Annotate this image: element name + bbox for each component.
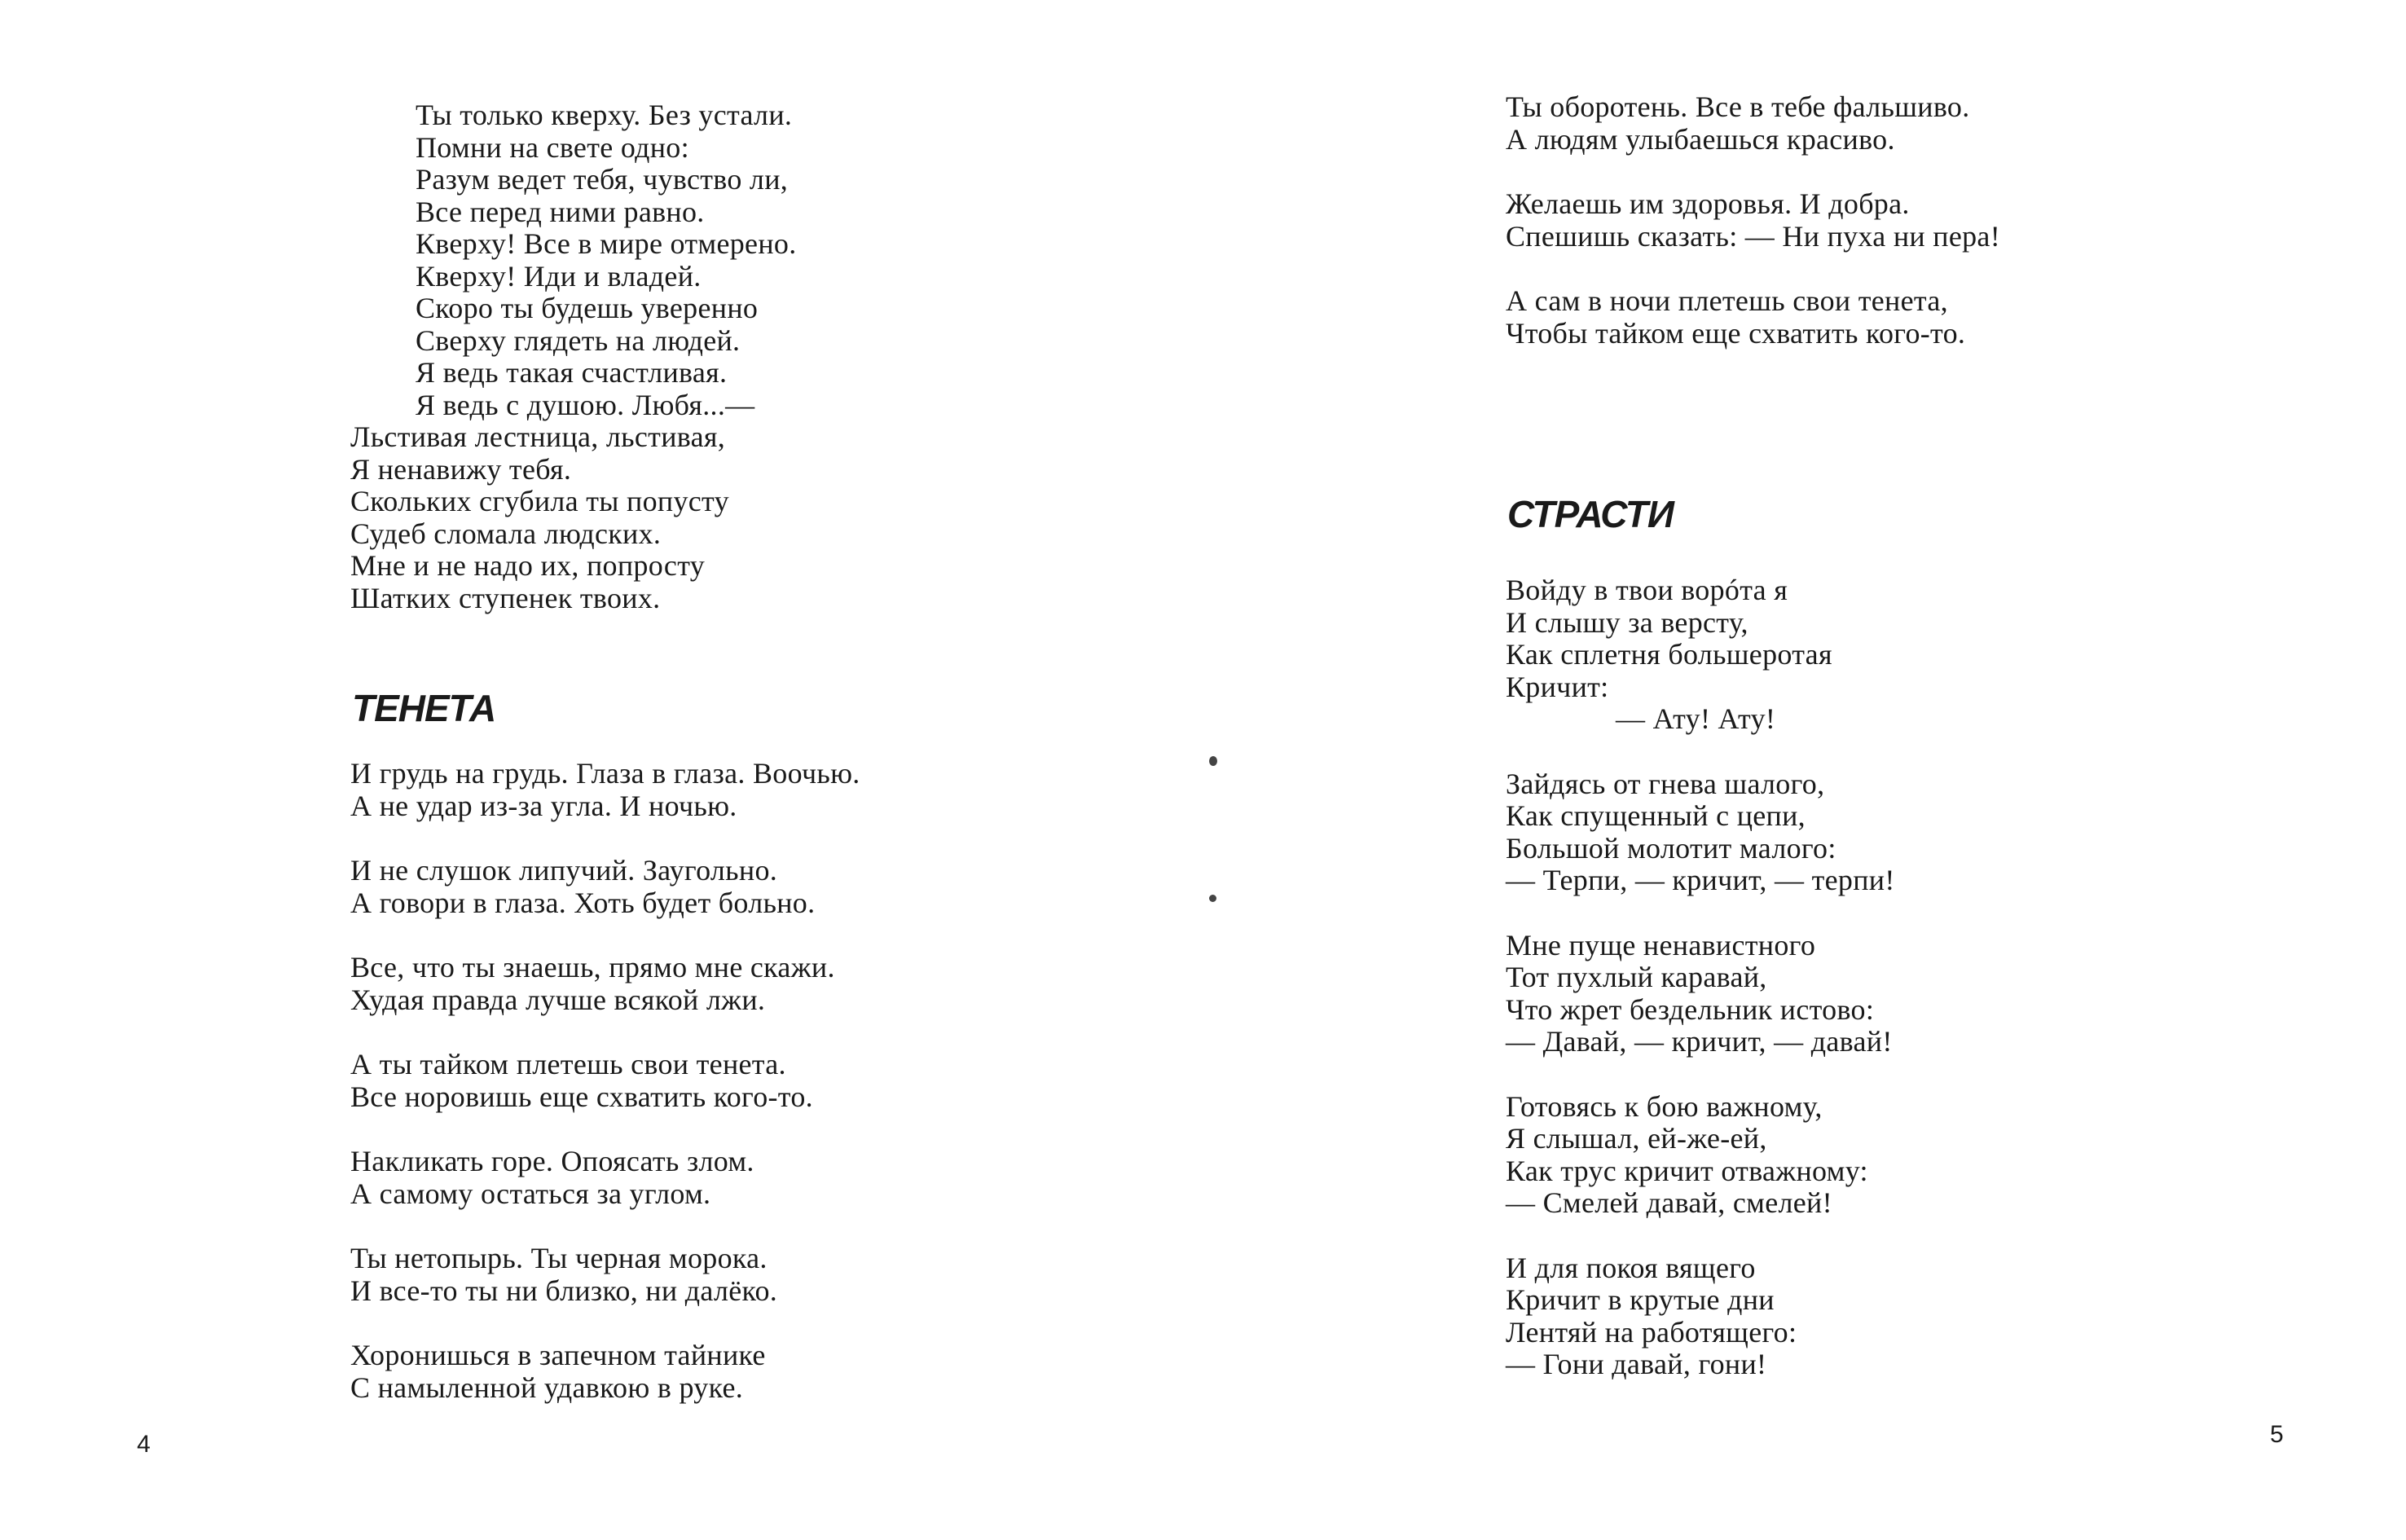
verse-line: Войду в твои ворóта я — [1506, 574, 1788, 606]
verse-line: Все, что ты знаешь, прямо мне скажи. — [350, 951, 835, 983]
verse-line: Я ведь с душою. Любя...— — [416, 388, 755, 421]
verse-line: Как спущенный с цепи, — [1506, 799, 1806, 832]
verse-line: Спешишь сказать: — Ни пуха ни пера! — [1506, 219, 2000, 253]
verse-line: А сам в ночи плетешь свои тенета, — [1506, 284, 1948, 317]
verse-line: А говори в глаза. Хоть будет больно. — [350, 886, 816, 919]
right-page — [1203, 0, 2406, 1540]
verse-line: Желаешь им здоровья. И добра. — [1506, 187, 1910, 220]
verse-line: Как сплетня большеротая — [1506, 638, 1832, 671]
verse-line: Мне и не надо их, попросту — [350, 549, 706, 582]
verse-line: И для покоя вящего — [1506, 1251, 1756, 1284]
verse-line: Что жрет бездельник истово: — [1506, 992, 1875, 1026]
verse-line: Лентяй на работящего: — [1506, 1315, 1797, 1349]
verse-line: А самому остаться за углом. — [350, 1177, 711, 1210]
verse-line: Ты нетопырь. Ты черная морока. — [350, 1242, 768, 1274]
verse-line: Все норовишь еще схватить кого-то. — [350, 1080, 813, 1113]
verse-line: И все-то ты ни близко, ни далёко. — [350, 1274, 778, 1307]
verse-line: — Терпи, — кричит, — терпи! — [1506, 864, 1895, 896]
verse-line: Помни на свете одно: — [416, 130, 689, 164]
verse-line: Разум ведет тебя, чувство ли, — [416, 163, 789, 196]
verse-line: Готовясь к бою важному, — [1506, 1089, 1823, 1123]
verse-line: А ты тайком плетешь свои тенета. — [350, 1048, 786, 1080]
verse-line: Хоронишься в запечном тайнике — [350, 1339, 766, 1371]
verse-line: И не слушок липучий. Заугольно. — [350, 854, 778, 887]
verse-line: Я ведь такая счастливая. — [416, 356, 728, 389]
verse-line: Зайдясь от гнева шалого, — [1506, 767, 1825, 800]
poem-title-teneta: ТЕНЕТА — [352, 687, 496, 729]
verse-line-dialog: — Ату! Ату! — [1616, 702, 1776, 735]
verse-line: Накликать горе. Опоясать злом. — [350, 1145, 754, 1177]
page-number-left: 4 — [137, 1431, 151, 1458]
verse-line: Тот пухлый каравай, — [1506, 961, 1767, 993]
verse-line: Льстивая лестница, льстивая, — [350, 420, 726, 453]
poem-teneta-body — [350, 758, 860, 1404]
verse-line: — Давай, — кричит, — давай! — [1506, 1025, 1893, 1058]
verse-line: Я слышал, ей-же-ей, — [1506, 1122, 1767, 1155]
verse-line: Скольких сгубила ты попусту — [350, 485, 729, 517]
poem-strasti-body — [1506, 574, 1895, 1381]
verse-line: Кричит в крутые дни — [1506, 1283, 1775, 1316]
verse-line: Мне пуще ненавистного — [1506, 928, 1816, 961]
verse-line: Все перед ними равно. — [416, 195, 705, 228]
verse-line: Кверху! Иди и владей. — [416, 259, 702, 293]
verse-line: И грудь на грудь. Глаза в глаза. Воочью. — [350, 757, 860, 790]
verse-line: Ты только кверху. Без устали. — [416, 99, 793, 131]
verse-line: Шатких ступенек твоих. — [350, 581, 661, 614]
verse-line: Ты оборотень. Все в тебе фальшиво. — [1506, 90, 1970, 123]
verse-line: Скоро ты будешь уверенно — [416, 292, 759, 324]
page-number-right: 5 — [2270, 1421, 2284, 1448]
poem-title-strasti: СТРАСТИ — [1507, 493, 1674, 535]
verse-line: Судеб сломала людских. — [350, 517, 662, 550]
verse-line: И слышу за версту, — [1506, 605, 1748, 639]
continued-stanza — [416, 99, 797, 421]
verse-line: Кверху! Все в мире отмерено. — [416, 227, 797, 260]
verse-line: Кричит: — [1506, 670, 1609, 703]
verse-line: — Гони давай, гони! — [1506, 1348, 1767, 1380]
verse-line: — Смелей давай, смелей! — [1506, 1186, 1832, 1219]
verse-line: Большой молотит малого: — [1506, 831, 1836, 865]
continued-poem-teneta — [1506, 91, 2000, 350]
verse-line: А людям улыбаешься красиво. — [1506, 122, 1895, 156]
verse-line: Худая правда лучше всякой лжи. — [350, 983, 766, 1016]
verse-line: Как трус кричит отважному: — [1506, 1154, 1868, 1187]
verse-line: Чтобы тайком еще схватить кого-то. — [1506, 316, 1966, 350]
closing-stanza — [350, 421, 729, 614]
verse-line: С намыленной удавкою в руке. — [350, 1371, 744, 1404]
verse-line: А не удар из-за угла. И ночью. — [350, 789, 737, 822]
verse-line: Я ненавижу тебя. — [350, 452, 572, 486]
verse-line: Сверху глядеть на людей. — [416, 323, 741, 357]
